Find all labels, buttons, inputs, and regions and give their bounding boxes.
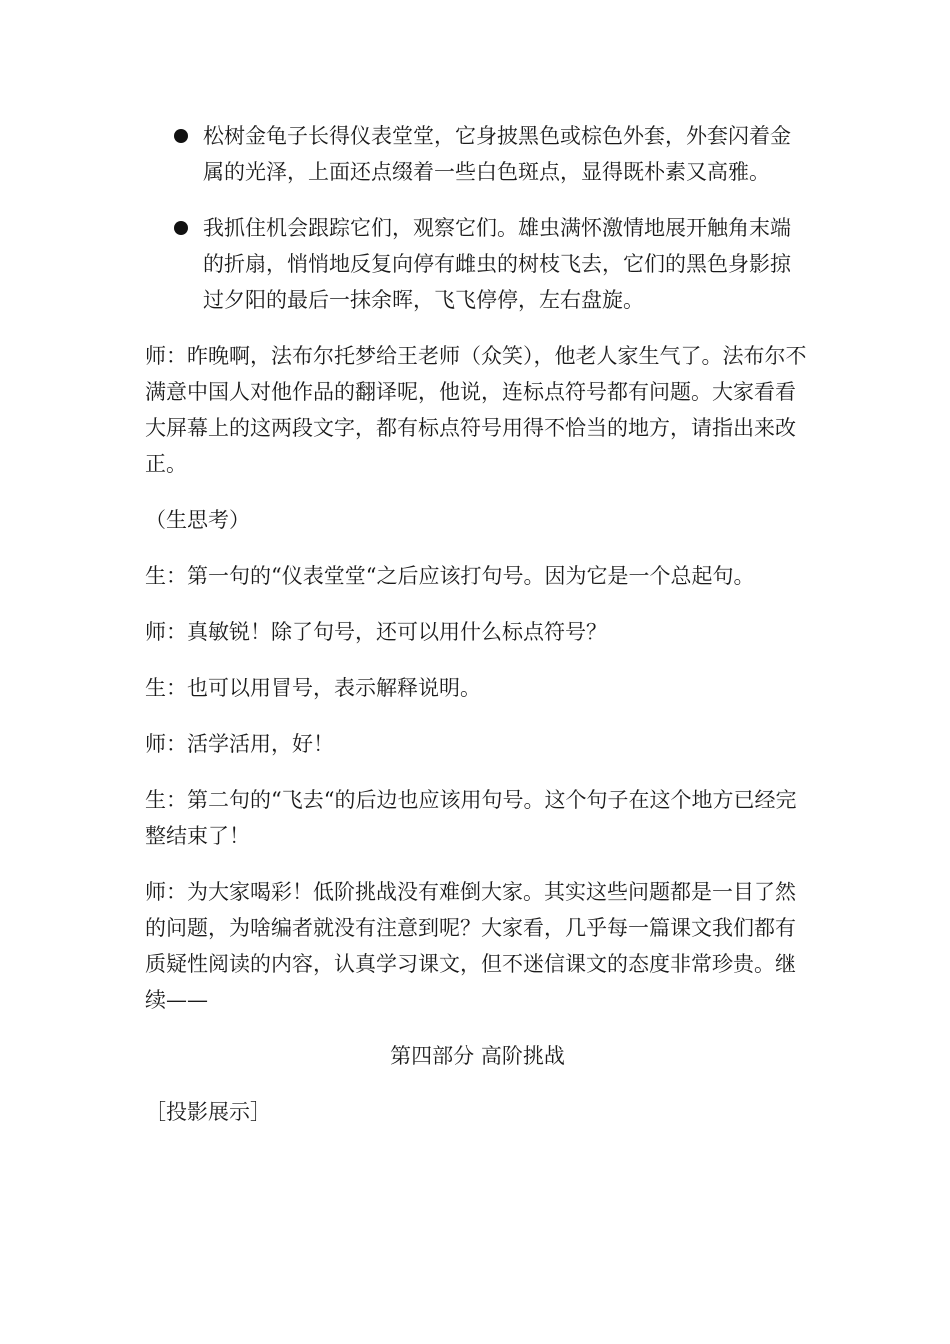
dialogue-paragraph: 生：第二句的“飞去“的后边也应该用句号。这个句子在这个地方已经完整结束了！ (145, 788, 797, 848)
dialogue-paragraph: （生思考） (145, 508, 250, 532)
section-heading: 第四部分 高阶挑战 (390, 1044, 565, 1068)
projection-label: ［投影展示］ (145, 1100, 271, 1124)
bullet-item (145, 118, 810, 190)
dialogue-paragraph: 师：活学活用，好！ (145, 732, 334, 756)
dialogue-paragraph: 师：昨晚啊，法布尔托梦给王老师（众笑），他老人家生气了。法布尔不满意中国人对他作品的翻译呢，他说，连标点符号都有问题。大家看看大屏幕上的这两段文字，都有标点符号用得不恰当的地方，请指出来改正。 (145, 344, 807, 476)
dialogue-paragraph: 师：为大家喝彩！低阶挑战没有难倒大家。其实这些问题都是一目了然的问题，为啥编者就没有注意到呢？大家看，几乎每一篇课文我们都有质疑性阅读的内容，认真学习课文，但不迷信课文的态度非常珍贵。继续—— (145, 880, 796, 1012)
document-page (145, 118, 810, 1150)
bullet-dot-icon (174, 221, 188, 235)
bullet-dot-icon (174, 129, 188, 143)
dialogue-paragraph: 生：也可以用冒号，表示解释说明。 (145, 676, 481, 700)
dialogue-paragraph: 师：真敏锐！除了句号，还可以用什么标点符号？ (145, 620, 607, 644)
bullet-text: 松树金龟子长得仪表堂堂，它身披黑色或棕色外套，外套闪着金属的光泽，上面还点缀着一些白色斑点，显得既朴素又高雅。 (203, 124, 791, 184)
dialogue-paragraph: 生：第一句的“仪表堂堂“之后应该打句号。因为它是一个总起句。 (145, 564, 755, 588)
bullet-list (145, 118, 810, 318)
bullet-text: 我抓住机会跟踪它们，观察它们。雄虫满怀激情地展开触角末端的折扇，悄悄地反复向停有雌虫的树枝飞去，它们的黑色身影掠过夕阳的最后一抹余晖，飞飞停停，左右盘旋。 (203, 216, 791, 312)
bullet-item (145, 210, 810, 318)
